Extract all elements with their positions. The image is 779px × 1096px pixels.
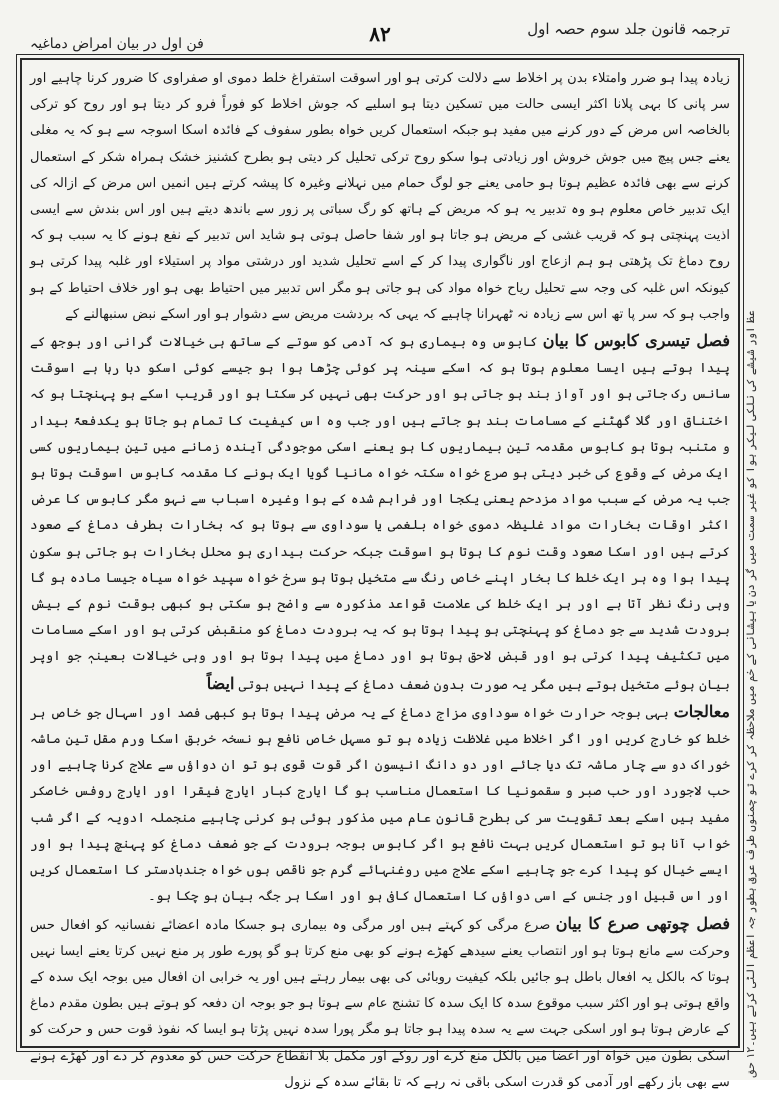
paragraph-4: صرع مرگی کو کہتے ہیں اور مرگی وہ بیماری ہو جسکا مادہ اعضائے نفسانیہ کو افعال حس وحرکت سے مانع ہوتا ہو اور انتصاب یعنے سیدھے کھڑے ہونے کو بھی منع کرتا ہو گو پورے طور پر منع نہیں کرتا یعنے ایسا نہیں ہوتا کہ بالکل یہ افعال باطل ہو جائیں بلکہ کیفیت روبائی کی بھی بیمار رہتے ہیں اور یہ خرابی ان افعال میں بوجہ ایک سدہ کے واقع ہوتی ہو اور اکثر سبب موقوع سدہ کا ایک سدہ کا تشنج عام سے ہوتا ہو جو بوجہ ان دفعہ کو ہوتے ہیں بطون مقدم دماغ کے عارض ہوتا ہو اور اسکی جہت سے یہ سدہ پیدا ہو جاتا ہو مگر پورا سدہ نہیں پڑتا ہو ایسا کہ نفوذ قوت حس و حرکت کو اسکی بطون میں خواہ اور اعضا میں بالکل منع کرے اور روکے اور مکمل بلا انقطاع حرکت حس کو معدوم کر دے اور کھڑے ہونے سے بھی باز رکھے اور آدمی کو قدرت اسکی باقی نہ رہے کہ تا بقائے سدہ کے نزول	[30, 917, 730, 1090]
margin-note: عظ اور شیشے کی نلکی لیکر ہوا کو غیر سمت میں گر دن یا بیشانی کے خم میں ملاحظہ کر کرے تو چمنوں طرف عرق بطور جہ اعظم الٹی کرتے ہیں۔۱۲ حق	[744, 310, 757, 1078]
main-text	[30, 66, 731, 1090]
book-title: ترجمہ قانون جلد سوم حصہ اول	[527, 20, 730, 38]
paragraph-1: زیادہ پیدا ہو ضرر وامتلاء بدن پر اخلاط سے دلالت کرتی ہو اور اسوقت استفراغ خلط دموی او صفراوی کا ضرور کرنا چاہیے اور سر پانی کا بہی پلانا اکثر ایسی حالت میں تسکین دیتا ہو اسلیے کہ جوش اخلاط کو فوراً فرو کر دیتا ہو اور روح کو ترکی بالخاصہ اس مرض کے دور کرنے میں مفید ہو جبکہ استعمال کریں خواہ بطور سفوف کے فائدہ اسکا اسوجہ سے ہو کہ یہ مغلی یعنے جس پیچ میں جوش خروش اور زیادتی ہوا سکو روح ترکی تحلیل کر دیتی ہو بطرح کشنیز خشک ہمراہ شکر کے استعمال کرنے سے بھی فائدہ عظیم ہوتا ہو حامی یعنے جو لوگ حمام میں نہلانے وغیرہ کا پیشہ کرتے ہیں انمیں اس مرض کے ازالہ کی ایک تدبیر خاص معلوم ہو وہ تدبیر یہ ہو کہ مریض کے ہاتھ کو رگ سباتی پر زور سے باندھ دیتے ہیں اور اس بندش سے ایسی اذیت پہنچتی ہو کہ قریب غشی کے مریض ہو جاتا ہو اور شفا حاصل ہوتی ہو شاید اس تدبیر کے نفع ہونے کا یہ سبب ہو کہ روح دماغ تک پڑھتی ہو ہم ازعاج اور ناگواری پیدا کر کے اسے تحلیل شدید اور درشتی مواد پر استیلاء اور غلبہ پیدا کرتی ہو کیونکہ اس غلبہ کی وجہ سے تحلیل ریاح خواہ مواد کی ہو جاتی ہو مگر اس تدبیر میں احتیاط بھی ہو اور خلاف احتیاط کے ہو واجب ہو کہ سر پا تھ اس سے زیادہ نہ ٹھہرانا چاہیے کہ یہی کہ بردشت مریض سے دشوار ہو اور اسکے نبض سنبھالنے کے	[30, 71, 731, 322]
heading-aizan: ایضاً	[206, 673, 235, 693]
heading-treatment: معالجات	[673, 701, 730, 721]
chapter-heading-sara: فصل چوتھی صرع کا بیان	[555, 913, 730, 933]
paragraph-2: کابوس وہ بیماری ہو کہ آدمی کو سوتے کے ساتھ ہی خیالات گرانی اور بوجھ کے پیدا ہوتے ہیں ایسا معلوم ہوتا ہو کہ اسکے سینہ پر کوئی چڑھا ہوا ہو جیسے کوئی اسکو دبا رہا ہے اسوقت سانس رک جاتی ہو اور آواز بند ہو جاتی ہو اور حرکت بھی نہیں کر سکتا ہو اور قریب اسکے ہو پہنچتا ہو کہ اختناق اور گلا گھٹنے کے مسامات بند ہو جاتے ہیں اور جب وہ اس کیفیت کا تمام ہو جاتا ہو یکدفعۃً بیدار و متنبہ ہوتا ہو کابوس مقدمہ تین بیماریوں کا ہو یعنے اسکی موجودگی آیندہ زمانے میں تین بیماریوں کسی ایک مرض کے وقوع کی خبر دیتی ہو صرع خواہ سکتہ خواہ مانیا گویا ایک ہونے کا مقدمہ کابوس اسوقت ہوتا ہو جب یہ مرض کے سبب مواد مزدحم یعنی یکجا اور فراہم شدہ کے ہوا وغیرہ اسباب سے نہو مگر کابوس کا عرض اکثر اوقات بخارات مواد غلیظہ دموی خواہ بلغمی یا سوداوی سے ہوتا ہو کہ بخارات بطرف دماغ کے صعود کرتے ہیں اور اسکا صعود وقت نوم کا ہوتا ہو اسوقت جبکہ حرکت بیداری ہو محلل بخارات ہو جاتی ہو سکون پیدا ہوا وہ ہر ایک خلط کا بخار اپنے خاص رنگ سے متخیل ہوتا ہو سرخ خواہ سپید خواہ سیاہ جیسا مادہ ہو گا وہی رنگ نظر آتا ہے اور ہر ایک خلط کی علامت قواعد مذکورہ سے واضح ہو سکتی ہو کبھی بوقت نوم کے بیش برودت شدید سے جو دماغ کو پہنچتی ہو پیدا ہوتا ہو کہ یہ برودت دماغ کو منقبض کرتی ہو اور اسکے مسامات میں تکثیف پیدا کرتی ہو اور قبض لاحق ہوتا ہو اور دماغ میں پیدا ہوتا ہو اور وہی خیالات بعینہٖ جو اوپر بیان ہوئے متخیل ہوتے ہیں مگر یہ صورت بدون ضعف دماغ کے پیدا نہیں ہوتی	[30, 335, 731, 693]
page-header	[20, 18, 740, 58]
section-title: فن اول در بیان امراض دماغیہ	[30, 36, 204, 52]
chapter-heading-kaboos: فصل تیسری کابوس کا بیان	[542, 331, 731, 351]
paragraph-3: بہی بوجہ حرارت خواہ سوداوی مزاج دماغ کے یہ مرض پیدا ہوتا ہو کبھی فصد اور اسہال جو خاص ہر خلط کو خارج کریں اور اگر اخلاط میں غلاظت زیادہ ہو تو مسہل خاص نافع ہو نسخہ خربق اسکا ورم مقل تین ماشہ خوراک دو سے چار ماشہ تک دیا جائے اور دو دانگ انیسون اگر قوت قوی ہو تو ان دواؤں سے علاج کرنا چاہیے اور حب لاجورد اور حب صبر و سقمونیا کا استعمال مناسب ہو گا ایارج کبار ایارج فیقرا اور ایارج روفس خاصکر مفید ہیں اسکے بعد تقویت سر کی بطرح قانون عام میں مذکور ہوئی ہو کرنی چاہیے منجملہ ادویہ کے اگر شب خواب آنا ہو تو استعمال کریں بہت نافع ہو اگر کابوس بوجہ برودت کے جو ضعف دماغ کو پہنچ پیدا ہو اور ایسے خیال کو پیدا کرے جو چاہیے اسکے علاج میں روغنہائے گرم جو ناقص ہوں خواہ جندبادستر کا استعمال کریں اور اس قبیل اور جنس کے اسی دواؤں کا استعمال کافی ہو اور اسکا ہر جگہ بیان ہو چکا ہو۔	[30, 705, 730, 905]
page-number: ۸۲	[369, 22, 391, 46]
